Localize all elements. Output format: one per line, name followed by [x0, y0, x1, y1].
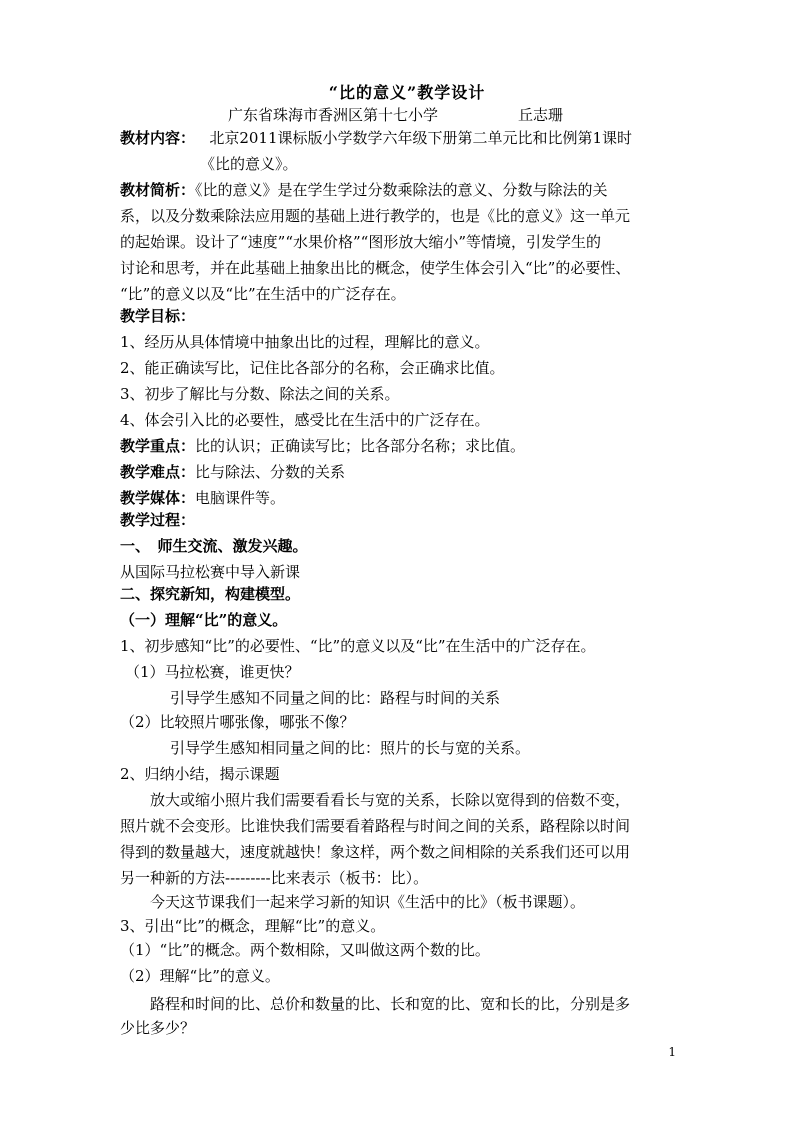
key-text: 比的认识；正确读写比；比各部分名称；求比值。 — [195, 437, 526, 455]
material-line — [120, 125, 664, 151]
key-label: 教学重点： — [120, 437, 196, 455]
media-text: 电脑课件等。 — [195, 489, 286, 507]
analysis-line-1 — [120, 177, 664, 203]
item2-paragraph-2: 今天这节课我们一起来学习新的知识《生活中的比》（板书课题）。 — [150, 893, 586, 911]
section1-heading: 一、 师生交流、激发兴趣。 — [120, 537, 308, 555]
document-title: “比的意义”教学设计 — [328, 83, 486, 102]
process-label: 教学过程： — [120, 511, 196, 529]
item2-paragraph-line: 放大或缩小照片我们需要看看长与宽的关系，长除以宽得到的倍数不变， — [150, 791, 631, 809]
item2-paragraph-line: 照片就不会变形。比谁快我们需要看着路程与时间之间的关系，路程除以时间 — [120, 817, 631, 835]
item3-paragraph-line: 路程和时间的比、总价和数量的比、长和宽的比、宽和长的比，分别是多 — [150, 995, 631, 1013]
author-name: 丘志珊 — [518, 106, 564, 124]
material-label: 教材内容： — [120, 129, 196, 147]
item1-line: 1、初步感知“比”的必要性、“比”的意义以及“比”在生活中的广泛存在。 — [120, 637, 596, 655]
item3-meaning: （2）理解“比”的意义。 — [120, 967, 280, 985]
item2-paragraph-line: 得到的数量越大，速度就越快！象这样，两个数之间相除的关系我们还可以用 — [120, 843, 631, 861]
goal-item: 4、体会引入比的必要性，感受比在生活中的广泛存在。 — [120, 411, 490, 429]
analysis-label: 教材简析： — [120, 181, 196, 199]
item3-paragraph-line: 少比多少？ — [120, 1019, 196, 1037]
section1-text: 从国际马拉松赛中导入新课 — [120, 563, 301, 581]
school-name: 广东省珠海市香洲区第十七小学 — [228, 106, 439, 124]
difficulty-line — [120, 459, 664, 485]
material-text: 北京2011课标版小学数学六年级下册第二单元比和比例第1课时 — [209, 129, 633, 147]
item3-concept: （1）“比”的概念。两个数相除，又叫做这两个数的比。 — [120, 941, 490, 959]
goal-item: 2、能正确读写比，记住比各部分的名称，会正确求比值。 — [120, 359, 505, 377]
item1-question2-guide: 引导学生感知相同量之间的比：照片的长与宽的关系。 — [170, 739, 531, 757]
analysis-line-2: 系，以及分数乘除法应用题的基础上进行教学的，也是《比的意义》这一单元 — [120, 207, 631, 225]
key-points-line — [120, 433, 664, 459]
difficulty-label: 教学难点： — [120, 463, 196, 481]
item2-paragraph-line: 另一种新的方法---------比来表示（板书：比）。 — [120, 869, 429, 887]
item2-line: 2、归纳小结，揭示课题 — [120, 765, 280, 783]
goals-label: 教学目标： — [120, 307, 196, 325]
difficulty-text: 比与除法、分数的关系 — [195, 463, 346, 481]
material-line-2: 《比的意义》。 — [200, 155, 298, 173]
analysis-line-4: 讨论和思考，并在此基础上抽象出比的概念，使学生体会引入“比”的必要性、 — [120, 259, 631, 277]
item3-line: 3、引出“比”的概念，理解“比”的意义。 — [120, 917, 386, 935]
item1-question2: （2）比较照片哪张像，哪张不像？ — [120, 713, 355, 731]
page-number: 1 — [668, 1045, 676, 1059]
goal-item: 1、经历从具体情境中抽象出比的过程，理解比的意义。 — [120, 333, 490, 351]
analysis-text: 《比的意义》是在学生学过分数乘除法的意义、分数与除法的关 — [195, 181, 608, 199]
analysis-line-3: 的起始课。设计了“速度”“水果价格”“图形放大缩小”等情境，引发学生的 — [120, 233, 602, 251]
analysis-line-5: “比”的意义以及“比”在生活中的广泛存在。 — [120, 285, 406, 303]
goal-item: 3、初步了解比与分数、除法之间的关系。 — [120, 385, 400, 403]
item1-question1: （1）马拉松赛，谁更快？ — [125, 663, 300, 681]
section2-heading: 二、探究新知，构建模型。 — [120, 585, 301, 603]
item1-question1-guide: 引导学生感知不同量之间的比：路程与时间的关系 — [170, 689, 501, 707]
subsection1-heading: （一）理解“比”的意义。 — [120, 611, 288, 629]
media-label: 教学媒体： — [120, 489, 196, 507]
author-line — [228, 104, 563, 125]
